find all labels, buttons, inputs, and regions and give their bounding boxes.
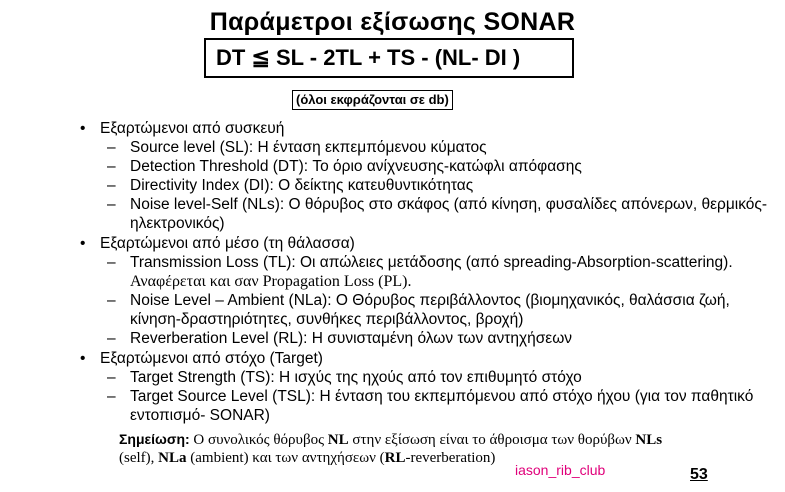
section-heading: Εξαρτώμενοι από συσκευή: [100, 120, 285, 137]
section-device: [80, 119, 770, 138]
section-heading: Εξαρτώμενοι από μέσο (τη θάλασσα): [100, 235, 355, 252]
list-item: [80, 368, 770, 387]
dash-icon: –: [107, 158, 116, 175]
footnote-term: NLa: [158, 450, 187, 466]
footnote-term: NL: [327, 432, 349, 448]
list-item: [80, 253, 770, 291]
sonar-equation-box: [204, 38, 574, 78]
footnote-text: (ambient) και των αντηχήσεων (: [186, 450, 385, 466]
dash-icon: –: [107, 196, 116, 213]
section-medium: [80, 234, 770, 253]
item-text: Target Source Level (TSL): Η ένταση του εκπεμπόμενου από στόχο ήχου (για τον παθητικό εντοπισμό- SONAR): [130, 388, 754, 424]
units-note: (όλοι εκφράζονται σε db): [292, 90, 453, 110]
footnote-term: NLs: [635, 432, 663, 448]
page-number: 53: [690, 466, 708, 483]
parameter-list: [80, 118, 770, 425]
bullet-icon: •: [80, 350, 86, 367]
dash-icon: –: [107, 369, 116, 386]
page-title: Παράμετροι εξίσωσης SONAR: [209, 8, 576, 36]
dash-icon: –: [107, 330, 116, 347]
list-item: [80, 329, 770, 348]
equation-main: DT ≦ SL - 2TL + TS -: [216, 45, 435, 70]
list-item: [80, 138, 770, 157]
list-item: [80, 291, 770, 329]
footnote-text: Ο συνολικός θόρυβος: [189, 432, 328, 448]
list-item: [80, 157, 770, 176]
watermark: iason_rib_club: [515, 462, 606, 478]
footnote-text: (self),: [119, 450, 159, 466]
item-text: Noise Level – Ambient (NLa): Ο Θόρυβος περιβάλλοντος (βιομηχανικός, θαλάσσια ζωή, κίνηση-δραστηριότητες, συνθήκες περιβάλλοντος, βροχή): [130, 292, 730, 328]
bullet-icon: •: [80, 120, 86, 137]
item-text: Target Strength (TS): Η ισχύς της ηχούς από τον επιθυμητό στόχο: [130, 369, 582, 386]
dash-icon: –: [107, 292, 116, 309]
dash-icon: –: [107, 139, 116, 156]
list-item: [80, 176, 770, 195]
footnote-text: στην εξίσωση είναι το άθροισμα των θορύβων: [348, 432, 636, 448]
item-text: Reverberation Level (RL): Η συνισταμένη όλων των αντηχήσεων: [130, 330, 573, 347]
section-heading: Εξαρτώμενοι από στόχο (Target): [100, 350, 323, 367]
footnote-text: -reverberation): [405, 450, 496, 466]
item-text: Noise level-Self (NLs): Ο θόρυβος στο σκάφος (από κίνηση, φυσαλίδες απόνερων, θερμικός-ηλεκτρονικός): [130, 196, 768, 232]
list-item: [80, 387, 770, 425]
bullet-icon: •: [80, 235, 86, 252]
dash-icon: –: [107, 254, 116, 271]
item-text: Detection Threshold (DT): Το όριο ανίχνευσης-κατώφλι απόφασης: [130, 158, 582, 175]
item-text-extra: Αναφέρεται και σαν Propagation Loss (PL).: [130, 273, 412, 290]
item-text: Transmission Loss (TL): Οι απώλειες μετάδοσης (από spreading-Absorption-scattering).: [130, 254, 733, 271]
footnote-label: Σημείωση:: [119, 431, 190, 447]
dash-icon: –: [107, 388, 116, 405]
equation-noise-term: (NL- DI ): [434, 45, 521, 70]
footnote-term: RL: [384, 450, 406, 466]
section-target: [80, 349, 770, 368]
item-text: Directivity Index (DI): Ο δείκτης κατευθυντικότητας: [130, 177, 474, 194]
list-item: [80, 195, 770, 233]
dash-icon: –: [107, 177, 116, 194]
item-text: Source level (SL): Η ένταση εκπεμπόμενου κύματος: [130, 139, 487, 156]
